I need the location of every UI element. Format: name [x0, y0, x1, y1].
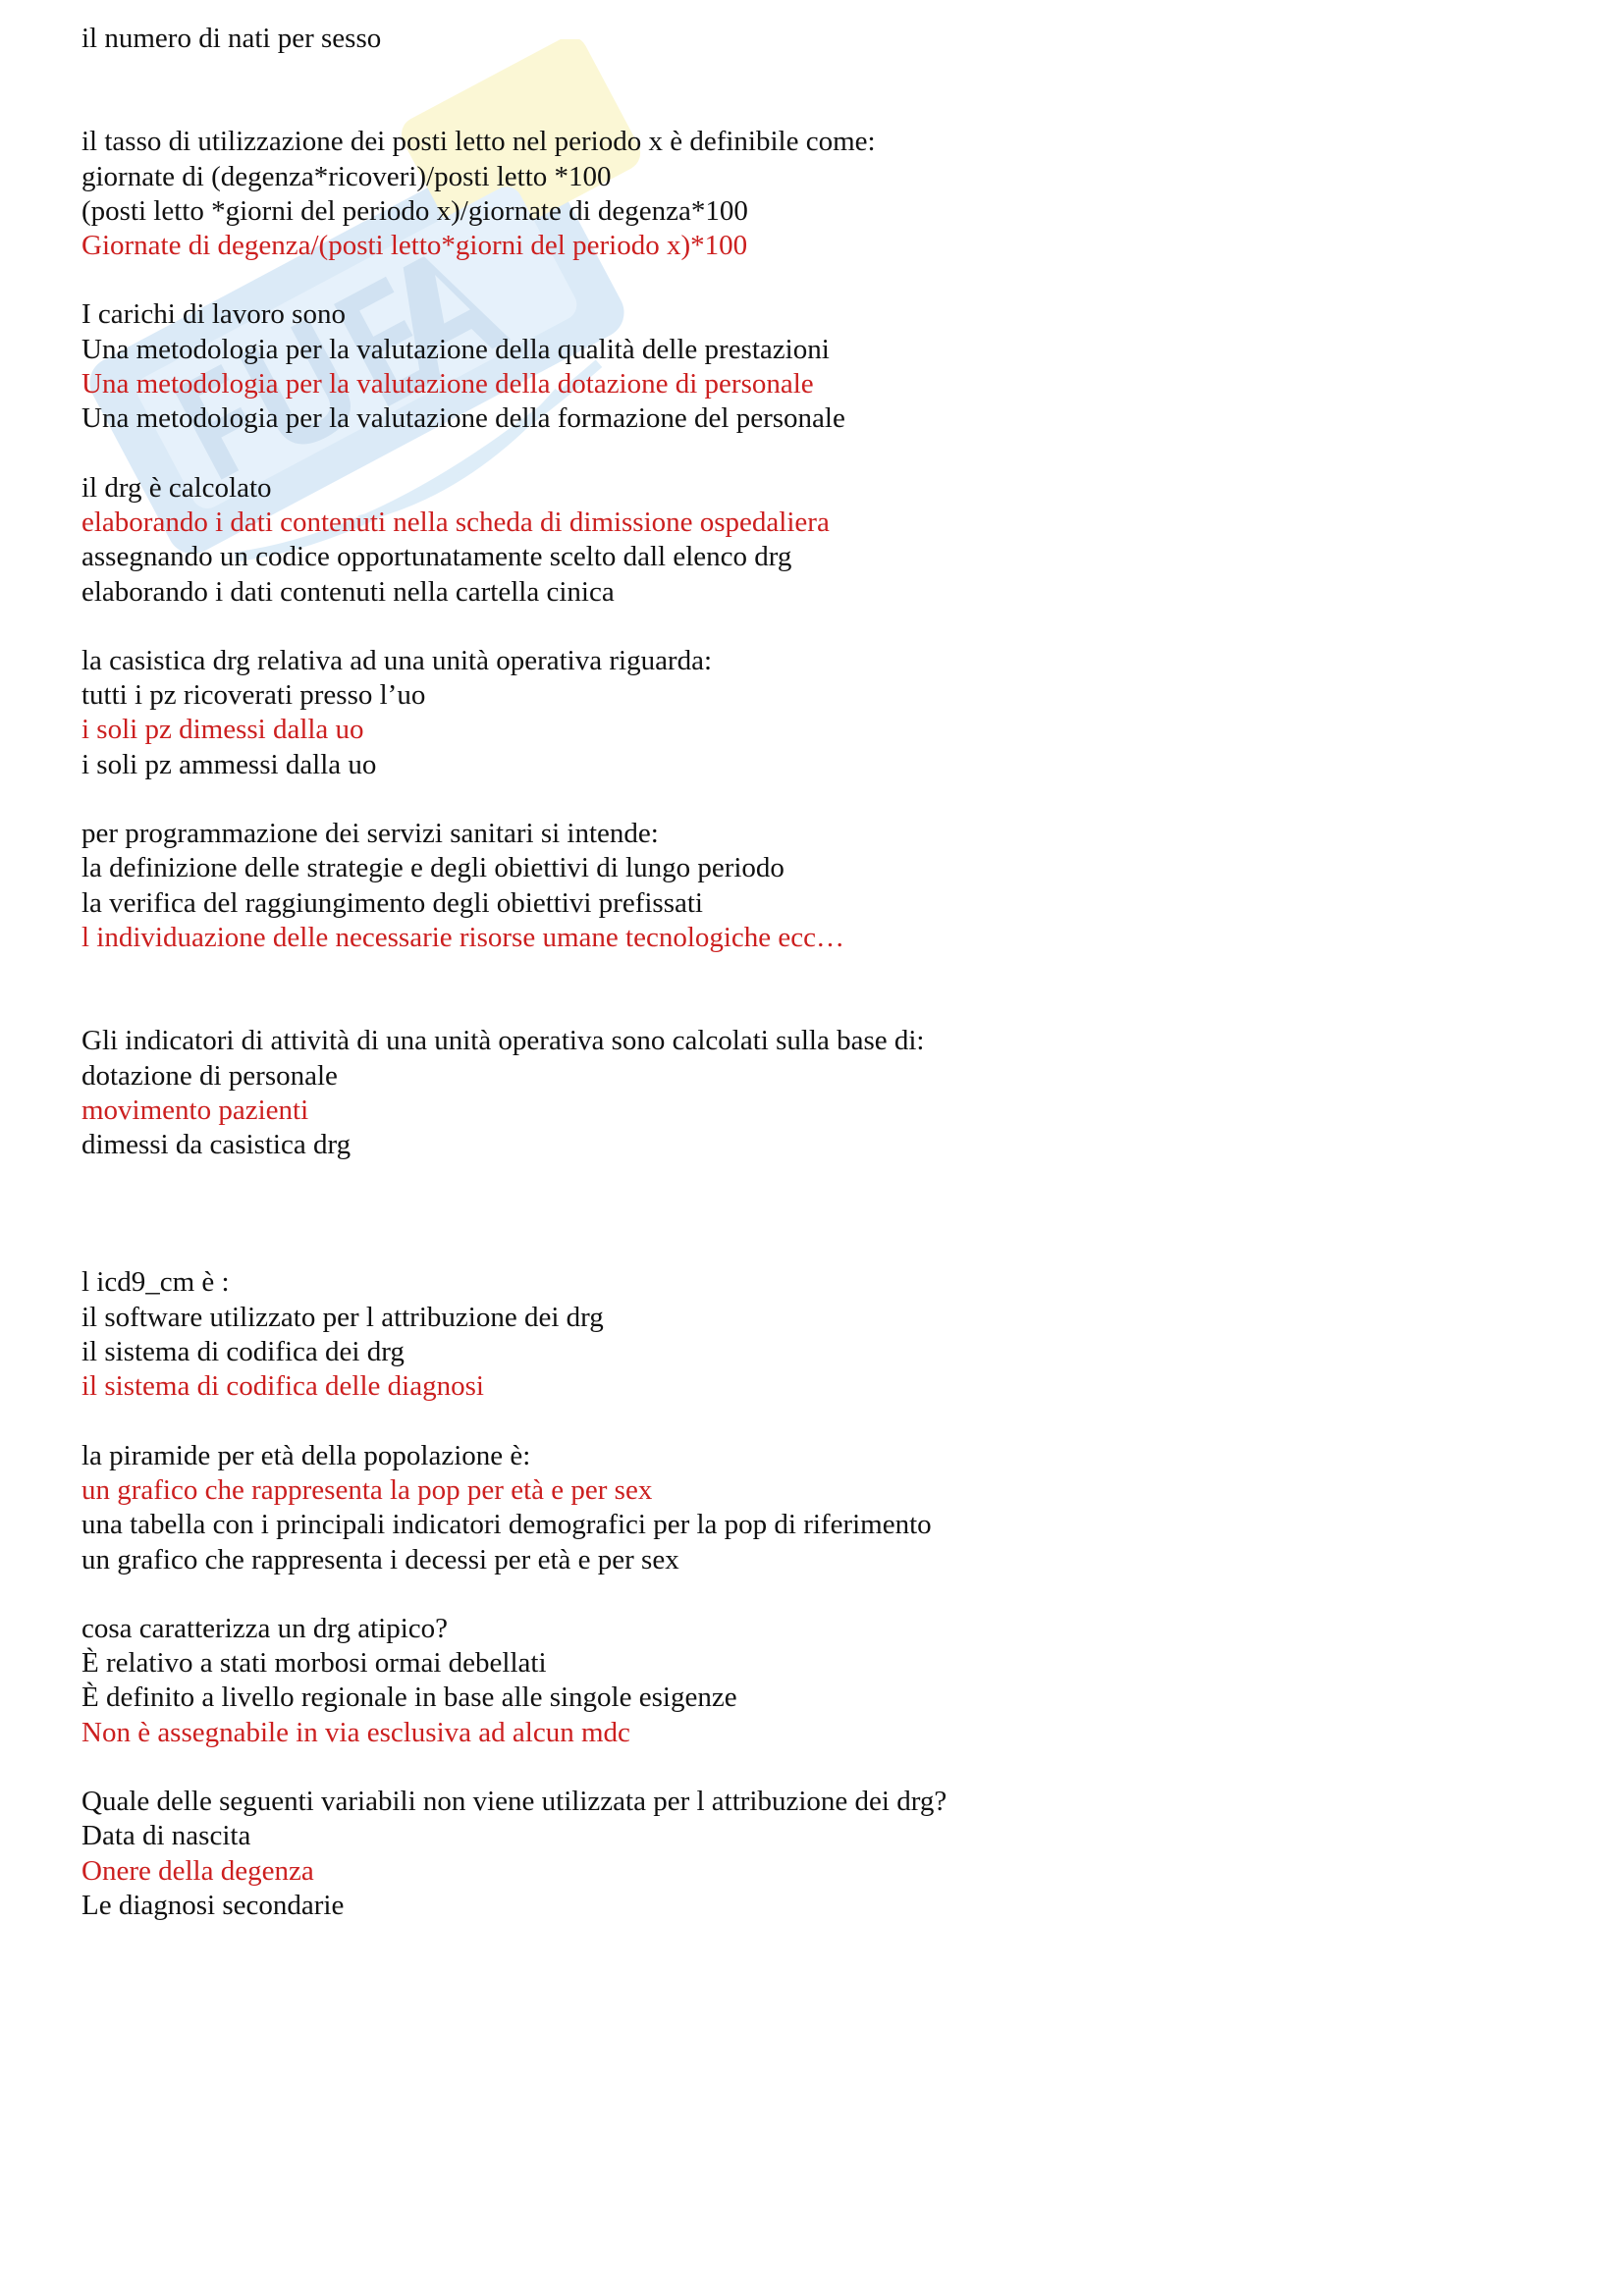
answer-option: giornate di (degenza*ricoveri)/posti letto *100: [81, 160, 612, 192]
answer-option: È definito a livello regionale in base alle singole esigenze: [81, 1682, 737, 1714]
answer-option: Una metodologia per la valutazione della qualità delle prestazioni: [81, 333, 830, 365]
answer-option-correct: Giornate di degenza/(posti letto*giorni del periodo x)*100: [81, 230, 748, 262]
answer-option-correct: Una metodologia per la valutazione della dotazione di personale: [81, 368, 814, 400]
answer-option: assegnando un codice opportunatamente scelto dall elenco drg: [81, 541, 792, 573]
answer-option-correct: l individuazione delle necessarie risorse umane tecnologiche ecc…: [81, 921, 845, 953]
answer-option: tutti i pz ricoverati presso l’uo: [81, 679, 426, 712]
question-block-2: [81, 297, 1535, 436]
question-text: l icd9_cm è :: [81, 1266, 230, 1299]
answer-option: il sistema di codifica dei drg: [81, 1336, 405, 1368]
spacer: [81, 263, 1535, 297]
question-block-3: [81, 471, 1535, 610]
intro-line: il numero di nati per sesso: [81, 23, 382, 54]
answer-option: Una metodologia per la valutazione della formazione del personale: [81, 402, 845, 435]
answer-option: il software utilizzato per l attribuzione dei drg: [81, 1301, 604, 1333]
question-text: il drg è calcolato: [81, 471, 272, 504]
question-block-5: [81, 817, 1535, 955]
spacer: [81, 437, 1535, 471]
answer-option: dimessi da casistica drg: [81, 1129, 352, 1161]
spacer: [81, 610, 1535, 644]
answer-option: un grafico che rappresenta i decessi per età e per sex: [81, 1543, 679, 1575]
answer-option: una tabella con i principali indicatori demografici per la pop di riferimento: [81, 1509, 932, 1541]
spacer: [81, 955, 1535, 1024]
answer-option-correct: elaborando i dati contenuti nella scheda di dimissione ospedaliera: [81, 506, 830, 538]
question-text: la casistica drg relativa ad una unità operativa riguarda:: [81, 644, 713, 676]
answer-option: (posti letto *giorni del periodo x)/giornate di degenza*100: [81, 194, 748, 227]
question-block-4: [81, 644, 1535, 782]
answer-option: È relativo a stati morbosi ormai debellati: [81, 1647, 547, 1680]
question-block-6: [81, 1024, 1535, 1162]
spacer: [81, 1577, 1535, 1612]
spacer: [81, 782, 1535, 817]
spacer: [81, 1162, 1535, 1265]
answer-option: la verifica del raggiungimento degli obiettivi prefissati: [81, 886, 703, 919]
answer-option: dotazione di personale: [81, 1059, 338, 1092]
answer-option: i soli pz ammessi dalla uo: [81, 748, 377, 780]
question-text: per programmazione dei servizi sanitari si intende:: [81, 818, 659, 850]
answer-option: Data di nascita: [81, 1820, 251, 1852]
answer-option: la definizione delle strategie e degli obiettivi di lungo periodo: [81, 852, 784, 884]
answer-option-correct: i soli pz dimessi dalla uo: [81, 714, 364, 746]
answer-option: Le diagnosi secondarie: [81, 1889, 345, 1921]
question-block-8: [81, 1439, 1535, 1577]
question-text: il tasso di utilizzazione dei posti letto nel periodo x è definibile come:: [81, 126, 876, 158]
spacer: [81, 1750, 1535, 1785]
question-text: la piramide per età della popolazione è:: [81, 1439, 531, 1471]
question-block-7: [81, 1265, 1535, 1404]
question-text: I carichi di lavoro sono: [81, 298, 346, 331]
question-block-10: [81, 1785, 1535, 1923]
question-block-1: [81, 125, 1535, 263]
answer-option-correct: Onere della degenza: [81, 1854, 314, 1887]
answer-option-correct: il sistema di codifica delle diagnosi: [81, 1370, 484, 1403]
answer-option-correct: movimento pazienti: [81, 1094, 309, 1126]
answer-option-correct: un grafico che rappresenta la pop per età e per sex: [81, 1473, 653, 1506]
question-text: Gli indicatori di attività di una unità operativa sono calcolati sulla base di:: [81, 1025, 925, 1057]
spacer: [81, 1405, 1535, 1439]
spacer: [81, 56, 1535, 125]
question-block-9: [81, 1612, 1535, 1750]
document-content: [81, 22, 1535, 1923]
answer-option: elaborando i dati contenuti nella cartella cinica: [81, 575, 615, 608]
answer-option-correct: Non è assegnabile in via esclusiva ad alcun mdc: [81, 1716, 630, 1748]
question-text: cosa caratterizza un drg atipico?: [81, 1612, 449, 1644]
question-text: Quale delle seguenti variabili non viene utilizzata per l attribuzione dei drg?: [81, 1785, 947, 1817]
